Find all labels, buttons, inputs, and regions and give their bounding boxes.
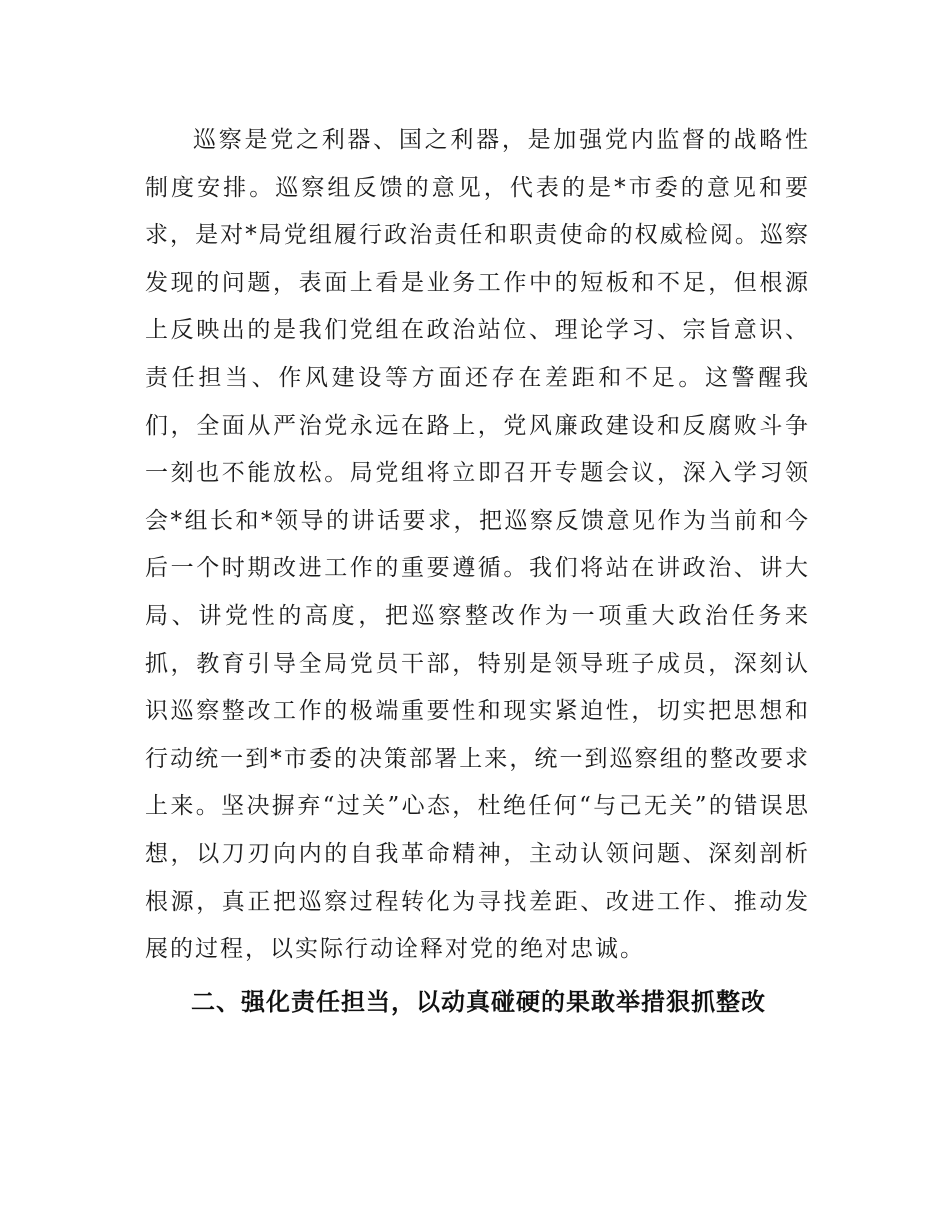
section-heading: 二、强化责任担当，以动真碰硬的果敢举措狠抓整改 xyxy=(191,988,766,1016)
body-paragraph: 巡察是党之利器、国之利器，是加强党内监督的战略性制度安排。巡察组反馈的意见，代表的是*市委的意见和要求，是对*局党组履行政治责任和职责使命的权威检阅。巡察发现的问题，表面上看是业务工作中的短板和不足，但根源上反映出的是我们党组在政治站位、理论学习、宗旨意识、责任担当、作风建设等方面还存在差距和不足。这警醒我们，全面从严治党永远在路上，党风廉政建设和反腐败斗争一刻也不能放松。局党组将立即召开专题会议，深入学习领会*组长和*领导的讲话要求，把巡察反馈意见作为当前和今后一个时期改进工作的重要遵循。我们将站在讲政治、讲大局、讲党性的高度，把巡察整改作为一项重大政治任务来抓，教育引导全局党员干部，特别是领导班子成员，深刻认识巡察整改工作的极端重要性和现实紧迫性，切实把思想和行动统一到*市委的决策部署上来，统一到巡察组的整改要求上来。坚决摒弃“过关”心态，杜绝任何“与己无关”的错误思想，以刀刃向内的自我革命精神，主动认领问题、深刻剖析根源，真正把巡察过程转化为寻找差距、改进工作、推动发展的过程，以实际行动诠释对党的绝对忠诚。 xyxy=(145,127,810,963)
